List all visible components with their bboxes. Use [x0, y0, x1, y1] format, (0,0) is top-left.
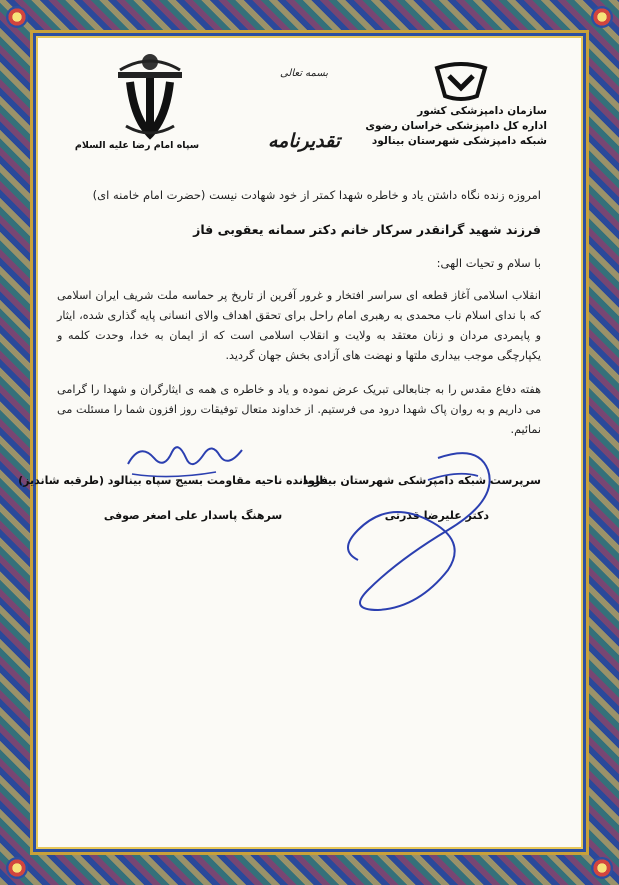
body-paragraph: انقلاب اسلامی آغاز قطعه ای سراسر افتخار و غرور آفرین از تاریخ پر حماسه ملت شریف ایران اسلامی که با ندای اسلام ناب محمدی به رهبری امام راحل برای تحقق اهداف والای انسانی پایه گذاری شده، ایثار و پایمردی مردان و زنان معتقد به ولایت و انقلاب اسلامی است که از ایمان به خدا، وحدت کلمه و یکپارچگی موجب بیداری ملتها و نهضت های آزادی بخش جهان گردید.: [57, 289, 541, 362]
basmala: بسمه تعالی: [279, 68, 329, 79]
signatory-right: [302, 474, 541, 522]
org-line: اداره کل دامپزشکی خراسان رضوی: [365, 120, 547, 132]
irgc-caption: سپاه امام رضا علیه السلام: [74, 140, 200, 151]
certificate-title: تقدیرنامه: [267, 130, 341, 152]
signatory-name: سرهنگ پاسدار علی اصغر صوفی: [103, 509, 283, 522]
certificate-page: [18, 38, 581, 847]
handwritten-signature-right: [328, 440, 508, 620]
signatory-title: فرمانده ناحیه مقاومت بسیج سپاه بینالود (طرقبه شاندیز): [18, 474, 328, 487]
signatory-left: [18, 474, 328, 522]
org-line: سازمان دامپزشکی کشور: [417, 105, 547, 117]
corner-ornament: [6, 857, 28, 879]
recipient-line: فرزند شهید گرانقدر سرکار خانم دکتر سمانه یعقوبی فاز: [193, 222, 541, 237]
body-paragraph: هفته دفاع مقدس را به جنابعالی تبریک عرض نموده و یاد و خاطره ی همه ی ایثارگران و شهدا را گرامی می داریم و به روان پاک شهدا درود می فرستیم. از خداوند متعال توفیقات روز افزون شما را مسئلت می نمائیم.: [57, 383, 541, 436]
veterinary-organization-logo-icon: [433, 62, 489, 102]
signatory-title: سرپرست شبکه دامپزشکی شهرستان بینالود: [302, 474, 541, 487]
corner-ornament: [591, 857, 613, 879]
organization-header: [367, 104, 547, 149]
corner-ornament: [591, 6, 613, 28]
corner-ornament: [6, 6, 28, 28]
quote-line: امروزه زنده نگاه داشتن یاد و خاطره شهدا کمتر از خود شهادت نیست (حضرت امام خامنه ای): [92, 188, 541, 202]
signatory-name: دکتر علیرضا قدرتی: [384, 509, 489, 522]
irgc-emblem-icon: [110, 48, 190, 140]
greeting-line: با سلام و تحیات الهی:: [436, 256, 541, 270]
org-line: شبکه دامپزشکی شهرستان بینالود: [371, 135, 547, 147]
